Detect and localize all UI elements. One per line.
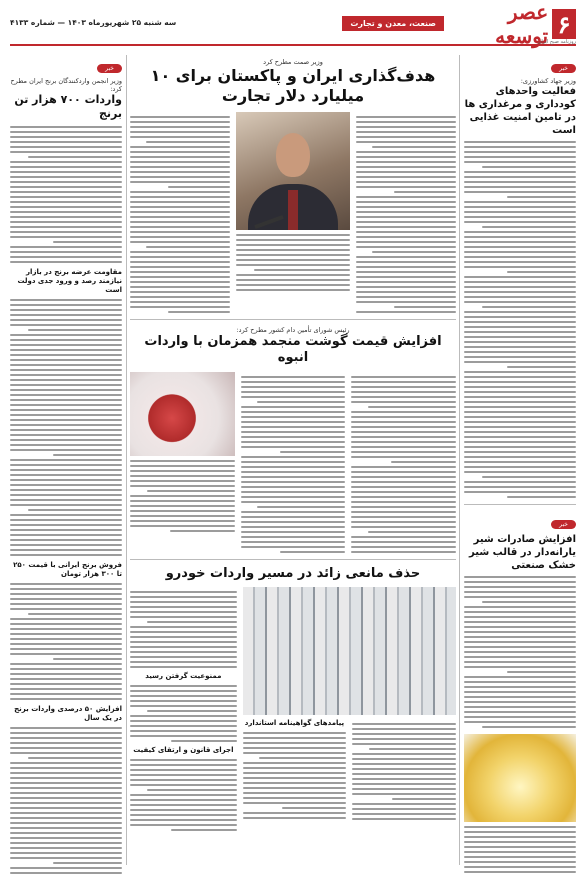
section-divider xyxy=(130,559,456,560)
news-item-milk[interactable] xyxy=(464,511,576,874)
milk-photo xyxy=(464,734,576,822)
news-subhead: مقاومت عرضه برنج در بازار نیازمند رصد و ورود جدی دولت است xyxy=(17,267,122,294)
article-body xyxy=(464,141,576,498)
news-kicker: وزیر انجمن واردکنندگان برنج ایران مطرح کرد: xyxy=(10,77,122,93)
lead-text-left xyxy=(130,112,230,313)
news-badge: خبر xyxy=(97,64,122,73)
lead-headline[interactable]: هدف‌گذاری ایران و پاکستان برای ۱۰ میلیارد دلار تجارت xyxy=(150,66,436,105)
section-divider xyxy=(464,504,576,505)
news-item-rice[interactable] xyxy=(10,55,122,874)
meat-text-right xyxy=(351,372,456,553)
section-label: صنعت، معدن و تجارت xyxy=(342,16,444,31)
car-story[interactable] xyxy=(130,566,456,831)
car-text-b xyxy=(243,719,347,820)
meat-text-center xyxy=(241,372,346,553)
right-column xyxy=(464,55,576,865)
main-column xyxy=(130,55,456,865)
issue-date: سه شنبه ۲۵ شهریورماه ۱۴۰۳ — شماره ۴۱۳۳ xyxy=(10,18,177,27)
car-text-a xyxy=(352,719,456,820)
article-body xyxy=(464,826,576,874)
masthead xyxy=(10,0,576,48)
car-subhead: ممنوعیت گرفتن رسید xyxy=(145,671,222,680)
news-badge: خبر xyxy=(551,520,576,529)
news-subhead: فروش برنج ایرانی با قیمت ۲۵۰ تا ۳۰۰ هزار تومان xyxy=(13,560,122,578)
car-headline[interactable]: حذف مانعی زائد در مسیر واردات خودرو xyxy=(165,565,421,581)
left-column xyxy=(10,55,122,865)
minister-photo xyxy=(236,112,351,230)
news-headline[interactable]: افزایش صادرات شیر یارانه‌دار در قالب شیر خشک صنعتی xyxy=(469,534,576,571)
news-subhead: افزایش ۵۰ درصدی واردات برنج در یک سال xyxy=(14,705,122,723)
column-divider xyxy=(126,55,127,865)
article-body xyxy=(464,576,576,728)
section-divider xyxy=(130,319,456,320)
page-number: ۶ xyxy=(552,9,576,39)
news-headline[interactable]: واردات ۷۰۰ هزار تن برنج xyxy=(14,93,122,121)
article-body xyxy=(10,299,122,556)
car-text-right xyxy=(130,587,237,831)
car-subhead: پیامدهای گواهینامه استاندارد xyxy=(244,718,345,727)
lead-text-center xyxy=(236,234,351,291)
cars-photo xyxy=(243,587,456,715)
meat-photo xyxy=(130,372,235,456)
newspaper-name: عصر توسعه xyxy=(495,0,549,48)
car-subhead: اجرای قانون و ارتقای کیفیت xyxy=(133,745,234,754)
lead-kicker: وزیر صمت مطرح کرد xyxy=(263,58,323,66)
article-body xyxy=(10,126,122,263)
column-divider xyxy=(459,55,460,865)
article-body xyxy=(10,727,122,874)
newspaper-tagline: روزنامه صبح ایران xyxy=(537,39,576,45)
lead-story[interactable] xyxy=(130,58,456,313)
meat-text-left xyxy=(130,460,235,532)
meat-headline[interactable]: افزایش قیمت گوشت منجمد همزمان با واردات انبوه xyxy=(144,334,442,366)
news-headline[interactable]: فعالیت واحدهای کود‌داری و مرغداری ها در تامین امنیت غذایی است xyxy=(464,86,576,136)
meat-kicker: رئیس شورای تأمین دام کشور مطرح کرد: xyxy=(236,326,350,334)
news-kicker: وزیر جهاد کشاورزی: xyxy=(520,77,576,85)
news-item-agriculture[interactable] xyxy=(464,55,576,498)
article-body xyxy=(10,583,122,700)
news-badge: خبر xyxy=(551,64,576,73)
meat-story[interactable] xyxy=(130,326,456,553)
lead-text-right xyxy=(356,112,456,313)
